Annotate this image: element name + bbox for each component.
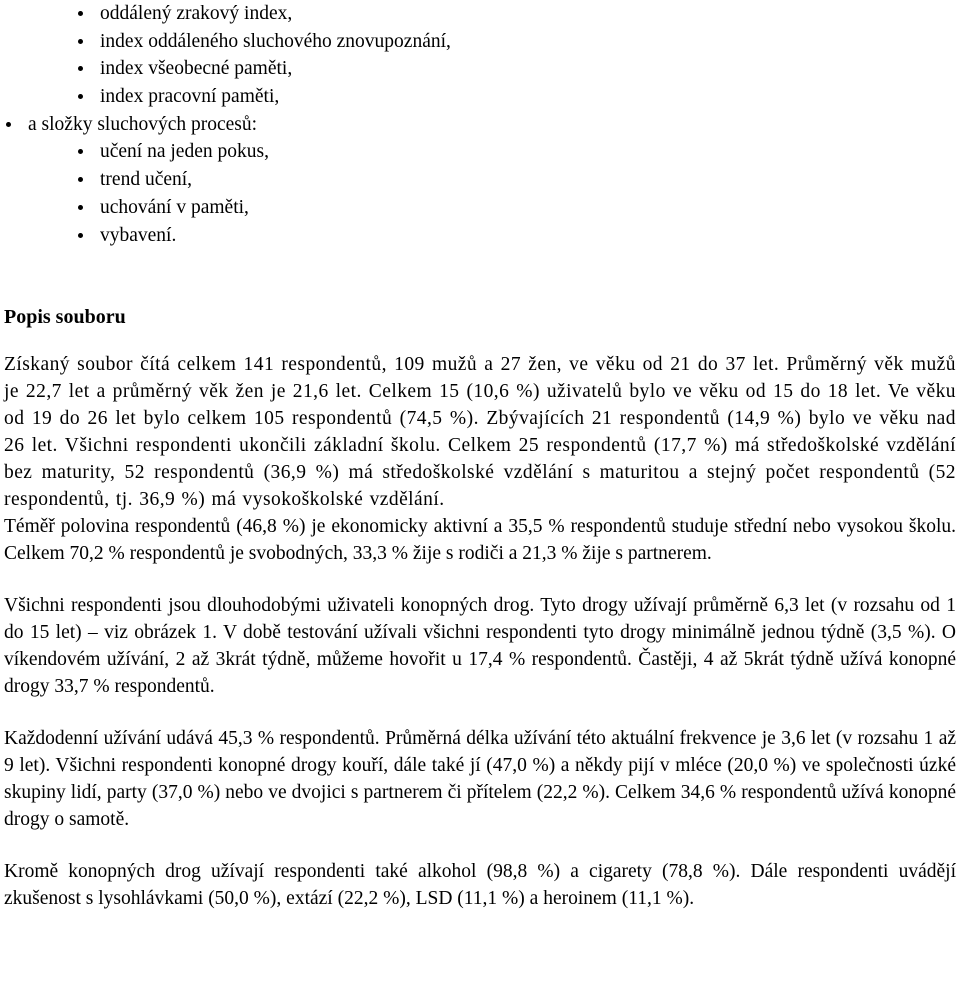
bullet-icon xyxy=(78,11,83,16)
bullet-icon xyxy=(78,66,83,71)
list-item-text: a složky sluchových procesů: xyxy=(28,113,258,135)
list-item xyxy=(4,166,956,194)
bullet-icon xyxy=(78,205,83,210)
paragraph-cannabis-use: Všichni respondenti jsou dlouhodobými uživateli konopných drog. Tyto drogy užívají průměrně 6,3 let (v rozsahu od 1 do 15 let) – viz obrázek 1. V době testování užívali všichni respondenti tyto drogy minimálně jednou týdně (3,5 %). O víkendovém užívání, 2 až 3krát týdně, můžeme hovořit u 17,4 % respondentů. Častěji, 4 až 5krát týdně užívá konopné drogy 33,7 % respondentů. xyxy=(4,595,956,698)
section-heading: Popis souboru xyxy=(4,306,126,329)
list-item xyxy=(4,138,956,166)
list-item-text: vybavení. xyxy=(100,224,177,246)
bullet-icon xyxy=(78,149,83,154)
bullet-icon xyxy=(6,122,11,127)
paragraph-daily-use: Každodenní užívání udává 45,3 % respondentů. Průměrná délka užívání této aktuální frekvence je 3,6 let (v rozsahu 1 až 9 let). Všichni respondenti konopné drogy kouří, dále také jí (47,0 %) a někdy pijí v mléce (20,0 %) ve společnosti úzké skupiny lidí, party (37,0 %) nebo ve dvojici s partnerem či přítelem (22,2 %). Celkem 34,6 % respondentů užívá konopné drogy o samotě. xyxy=(4,728,956,831)
paragraph-sample-description: Získaný soubor čítá celkem 141 respondentů, 109 mužů a 27 žen, ve věku od 21 do 37 let. Průměrný věk mužů je 22,7 let a průměrný věk žen je 21,6 let. Celkem 15 (10,6 %) uživatelů bylo ve věku od 15 do 18 let. Ve věku od 19 do 26 let bylo celkem 105 respondentů (74,5 %). Zbývajících 21 respondentů (14,9 %) bylo ve věku nad 26 let. Všichni respondenti ukončili základní školu. Celkem 25 respondentů (17,7 %) má středoškolské vzdělání bez maturity, 52 respondentů (36,9 %) má středoškolské vzdělání s maturitou a stejný počet respondentů (52 respondentů, tj. 36,9 %) má vysokoškolské vzdělání. xyxy=(4,354,956,511)
list-item xyxy=(4,55,956,83)
list-item xyxy=(4,0,956,28)
auditory-components-list xyxy=(4,138,956,249)
bullet-icon xyxy=(78,94,83,99)
paragraph-economic-status: Téměř polovina respondentů (46,8 %) je ekonomicky aktivní a 35,5 % respondentů studuje střední nebo vysokou školu. Celkem 70,2 % respondentů je svobodných, 33,3 % žije s rodiči a 21,3 % žije s partnerem. xyxy=(4,516,956,565)
list-item xyxy=(4,111,956,139)
list-item-text: uchování v paměti, xyxy=(100,196,249,218)
memory-indices-list xyxy=(4,0,956,111)
auditory-intro-list xyxy=(4,111,956,139)
paragraph-other-drugs: Kromě konopných drog užívají respondenti také alkohol (98,8 %) a cigarety (78,8 %). Dále respondenti uvádějí zkušenost s lysohlávkami (50,0 %), extází (22,2 %), LSD (11,1 %) a heroinem (11,1 %). xyxy=(4,861,956,910)
list-item-text: index pracovní paměti, xyxy=(100,86,280,108)
list-item-text: trend učení, xyxy=(100,169,193,191)
bullet-icon xyxy=(78,233,83,238)
list-item-text: učení na jeden pokus, xyxy=(100,141,269,163)
list-item-text: oddálený zrakový index, xyxy=(100,3,293,24)
list-item-text: index všeobecné paměti, xyxy=(100,58,293,80)
list-item xyxy=(4,222,956,250)
bullet-icon xyxy=(78,177,83,182)
list-item-text: index oddáleného sluchového znovupoznání, xyxy=(100,30,451,52)
list-item xyxy=(4,194,956,222)
list-item xyxy=(4,83,956,111)
bullet-icon xyxy=(78,39,83,44)
list-item xyxy=(4,28,956,56)
